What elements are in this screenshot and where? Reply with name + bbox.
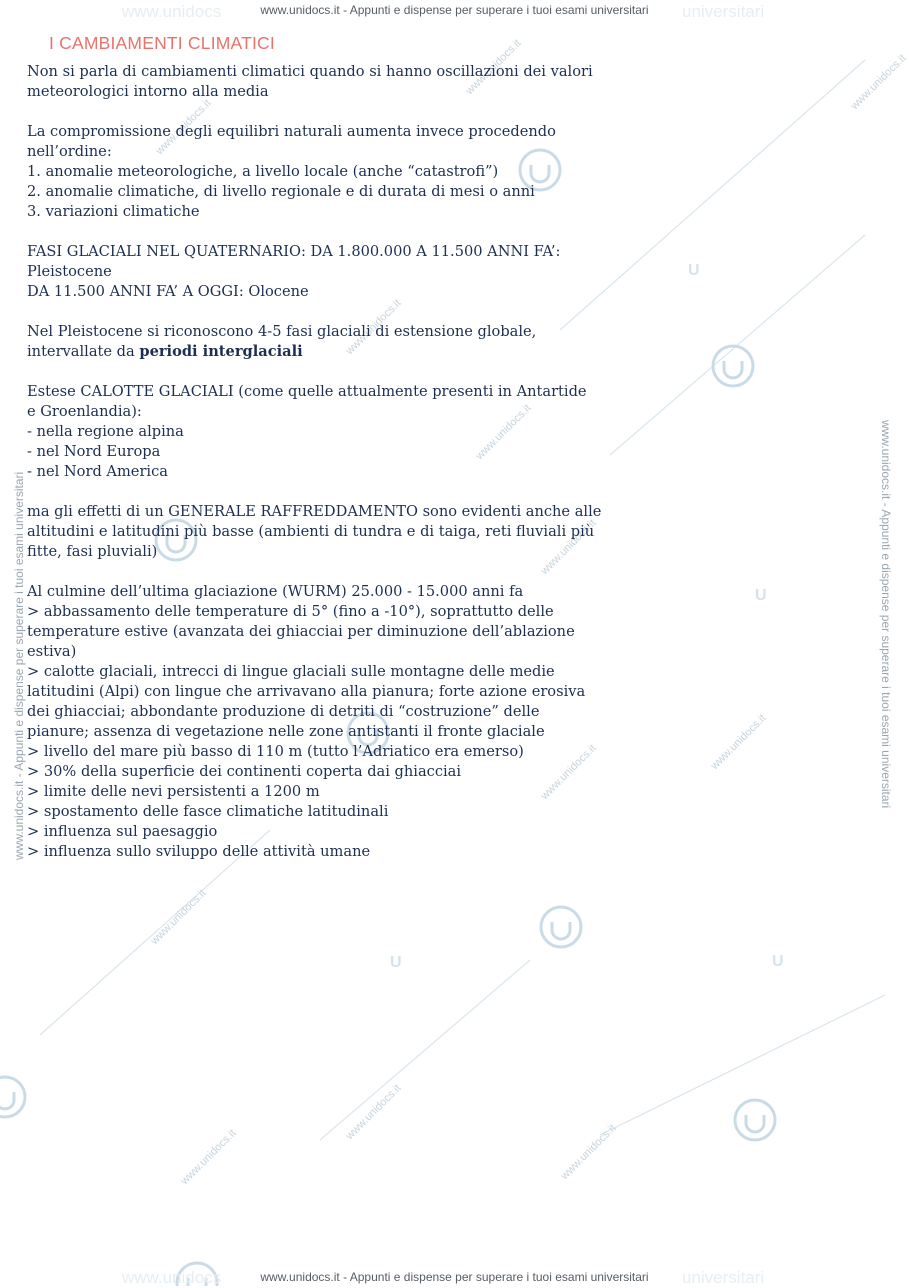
list-item: - nel Nord America — [27, 463, 168, 480]
watermark-logo-icon — [0, 1077, 25, 1117]
list-item: > abbassamento delle temperature di 5° (fino a -10°), soprattutto delle — [27, 603, 554, 620]
text-line: Nel Pleistocene si riconoscono 4-5 fasi glaciali di estensione globale, — [27, 323, 537, 340]
watermark-diagonal-text: www.unidocs.it — [558, 1122, 619, 1183]
paragraph-phases — [27, 242, 677, 302]
text-line: meteorologici intorno alla media — [27, 83, 269, 100]
text-line: Pleistocene — [27, 263, 112, 280]
list-item: > limite delle nevi persistenti a 1200 m — [27, 783, 320, 800]
paragraph-order — [27, 122, 677, 222]
watermark-logo-letter: U — [390, 954, 402, 971]
watermark-diagonal-text: www.unidocs.it — [538, 517, 599, 578]
watermark-banner-top: www.unidocs.it - Appunti e dispense per superare i tuoi esami universitari — [260, 3, 649, 17]
banner-ghost-left: www.unidocs — [122, 1268, 222, 1287]
watermark-diagonal-text: www.unidocs.it — [343, 1082, 404, 1143]
text-fragment: intervallate da — [27, 343, 140, 360]
watermark-side-left: www.unidocs.it - Appunti e dispense per superare i tuoi esami universitari — [12, 471, 26, 860]
text-line — [27, 342, 677, 362]
paragraph-definition — [27, 62, 677, 102]
list-item: > calotte glaciali, intrecci di lingue glaciali sulle montagne delle medie — [27, 663, 555, 680]
paragraph-wurm — [27, 582, 677, 862]
watermark-logo-letter: U — [772, 953, 784, 970]
watermark-logo-letter: U — [755, 587, 767, 604]
watermark-diagonal-text: www.unidocs.it — [148, 887, 209, 948]
page-title: I CAMBIAMENTI CLIMATICI — [49, 33, 275, 53]
watermark-banner-bottom: www.unidocs.it - Appunti e dispense per superare i tuoi esami universitari — [260, 1270, 649, 1284]
bold-term: periodi interglaciali — [139, 343, 303, 360]
text-line: fitte, fasi pluviali) — [27, 543, 158, 560]
list-item: > influenza sullo sviluppo delle attività umane — [27, 843, 371, 860]
text-line: latitudini (Alpi) con lingue che arrivavano alla pianura; forte azione erosiva — [27, 683, 586, 700]
paragraph-ice-caps — [27, 382, 677, 482]
list-item: - nel Nord Europa — [27, 443, 161, 460]
list-item: > influenza sul paesaggio — [27, 823, 218, 840]
watermark-diagonal-text: www.unidocs.it — [343, 297, 404, 358]
watermark-logo-icon — [735, 1100, 775, 1140]
text-line: FASI GLACIALI NEL QUATERNARIO: DA 1.800.000 A 11.500 ANNI FA’: — [27, 243, 561, 260]
banner-ghost-right: universitari — [682, 2, 765, 21]
list-item: 1. anomalie meteorologiche, a livello locale (anche “catastrofi”) — [27, 163, 499, 180]
watermark-logo-letter: U — [688, 262, 700, 279]
text-line: Al culmine dell’ultima glaciazione (WURM) 25.000 - 15.000 anni fa — [27, 583, 524, 600]
text-line: DA 11.500 ANNI FA’ A OGGI: Olocene — [27, 283, 309, 300]
text-line: pianure; assenza di vegetazione nelle zone antistanti il fronte glaciale — [27, 723, 545, 740]
watermark-diagonal-text: www.unidocs.it — [473, 402, 534, 463]
text-line: estiva) — [27, 643, 77, 660]
watermark-diagonal-text: www.unidocs.it — [538, 742, 599, 803]
text-line: La compromissione degli equilibri naturali aumenta invece procedendo — [27, 123, 556, 140]
paragraph-cooling — [27, 502, 677, 562]
text-line: e Groenlandia): — [27, 403, 142, 420]
paragraph-pleistocene — [27, 322, 677, 362]
watermark-diagonal-text: www.unidocs.it — [153, 97, 214, 158]
list-item: > livello del mare più basso di 110 m (tutto l’Adriatico era emerso) — [27, 743, 524, 760]
watermark-diagonal-text: www.unidocs.it — [708, 712, 769, 773]
text-line: ma gli effetti di un GENERALE RAFFREDDAMENTO sono evidenti anche alle — [27, 503, 602, 520]
watermark-diagonal-text: www.unidocs.it — [848, 52, 909, 113]
watermark-diagonal-text: www.unidocs.it — [463, 37, 524, 98]
watermark-diagonal-text: www.unidocs.it — [178, 1127, 239, 1188]
text-line: Non si parla di cambiamenti climatici quando si hanno oscillazioni dei valori — [27, 63, 593, 80]
document-body — [27, 32, 677, 882]
text-line: temperature estive (avanzata dei ghiacciai per diminuzione dell’ablazione — [27, 623, 575, 640]
watermark-logo-icon — [713, 346, 753, 386]
text-line: altitudini e latitudini più basse (ambienti di tundra e di taiga, reti fluviali più — [27, 523, 595, 540]
list-item: 3. variazioni climatiche — [27, 203, 200, 220]
watermark-side-right: www.unidocs.it - Appunti e dispense per superare i tuoi esami universitari — [879, 420, 893, 809]
banner-ghost-right: universitari — [682, 1268, 765, 1287]
list-item: > 30% della superficie dei continenti coperta dai ghiacciai — [27, 763, 462, 780]
watermark-logo-icon — [177, 1263, 217, 1286]
banner-ghost-left: www.unidocs — [122, 2, 222, 21]
watermark-logo-icon — [541, 907, 581, 947]
list-item: 2. anomalie climatiche, di livello regionale e di durata di mesi o anni — [27, 183, 535, 200]
text-line: dei ghiacciai; abbondante produzione di detriti di “costruzione” delle — [27, 703, 540, 720]
text-line: Estese CALOTTE GLACIALI (come quelle attualmente presenti in Antartide — [27, 383, 587, 400]
text-line: nell’ordine: — [27, 143, 112, 160]
list-item: > spostamento delle fasce climatiche latitudinali — [27, 803, 389, 820]
list-item: - nella regione alpina — [27, 423, 184, 440]
